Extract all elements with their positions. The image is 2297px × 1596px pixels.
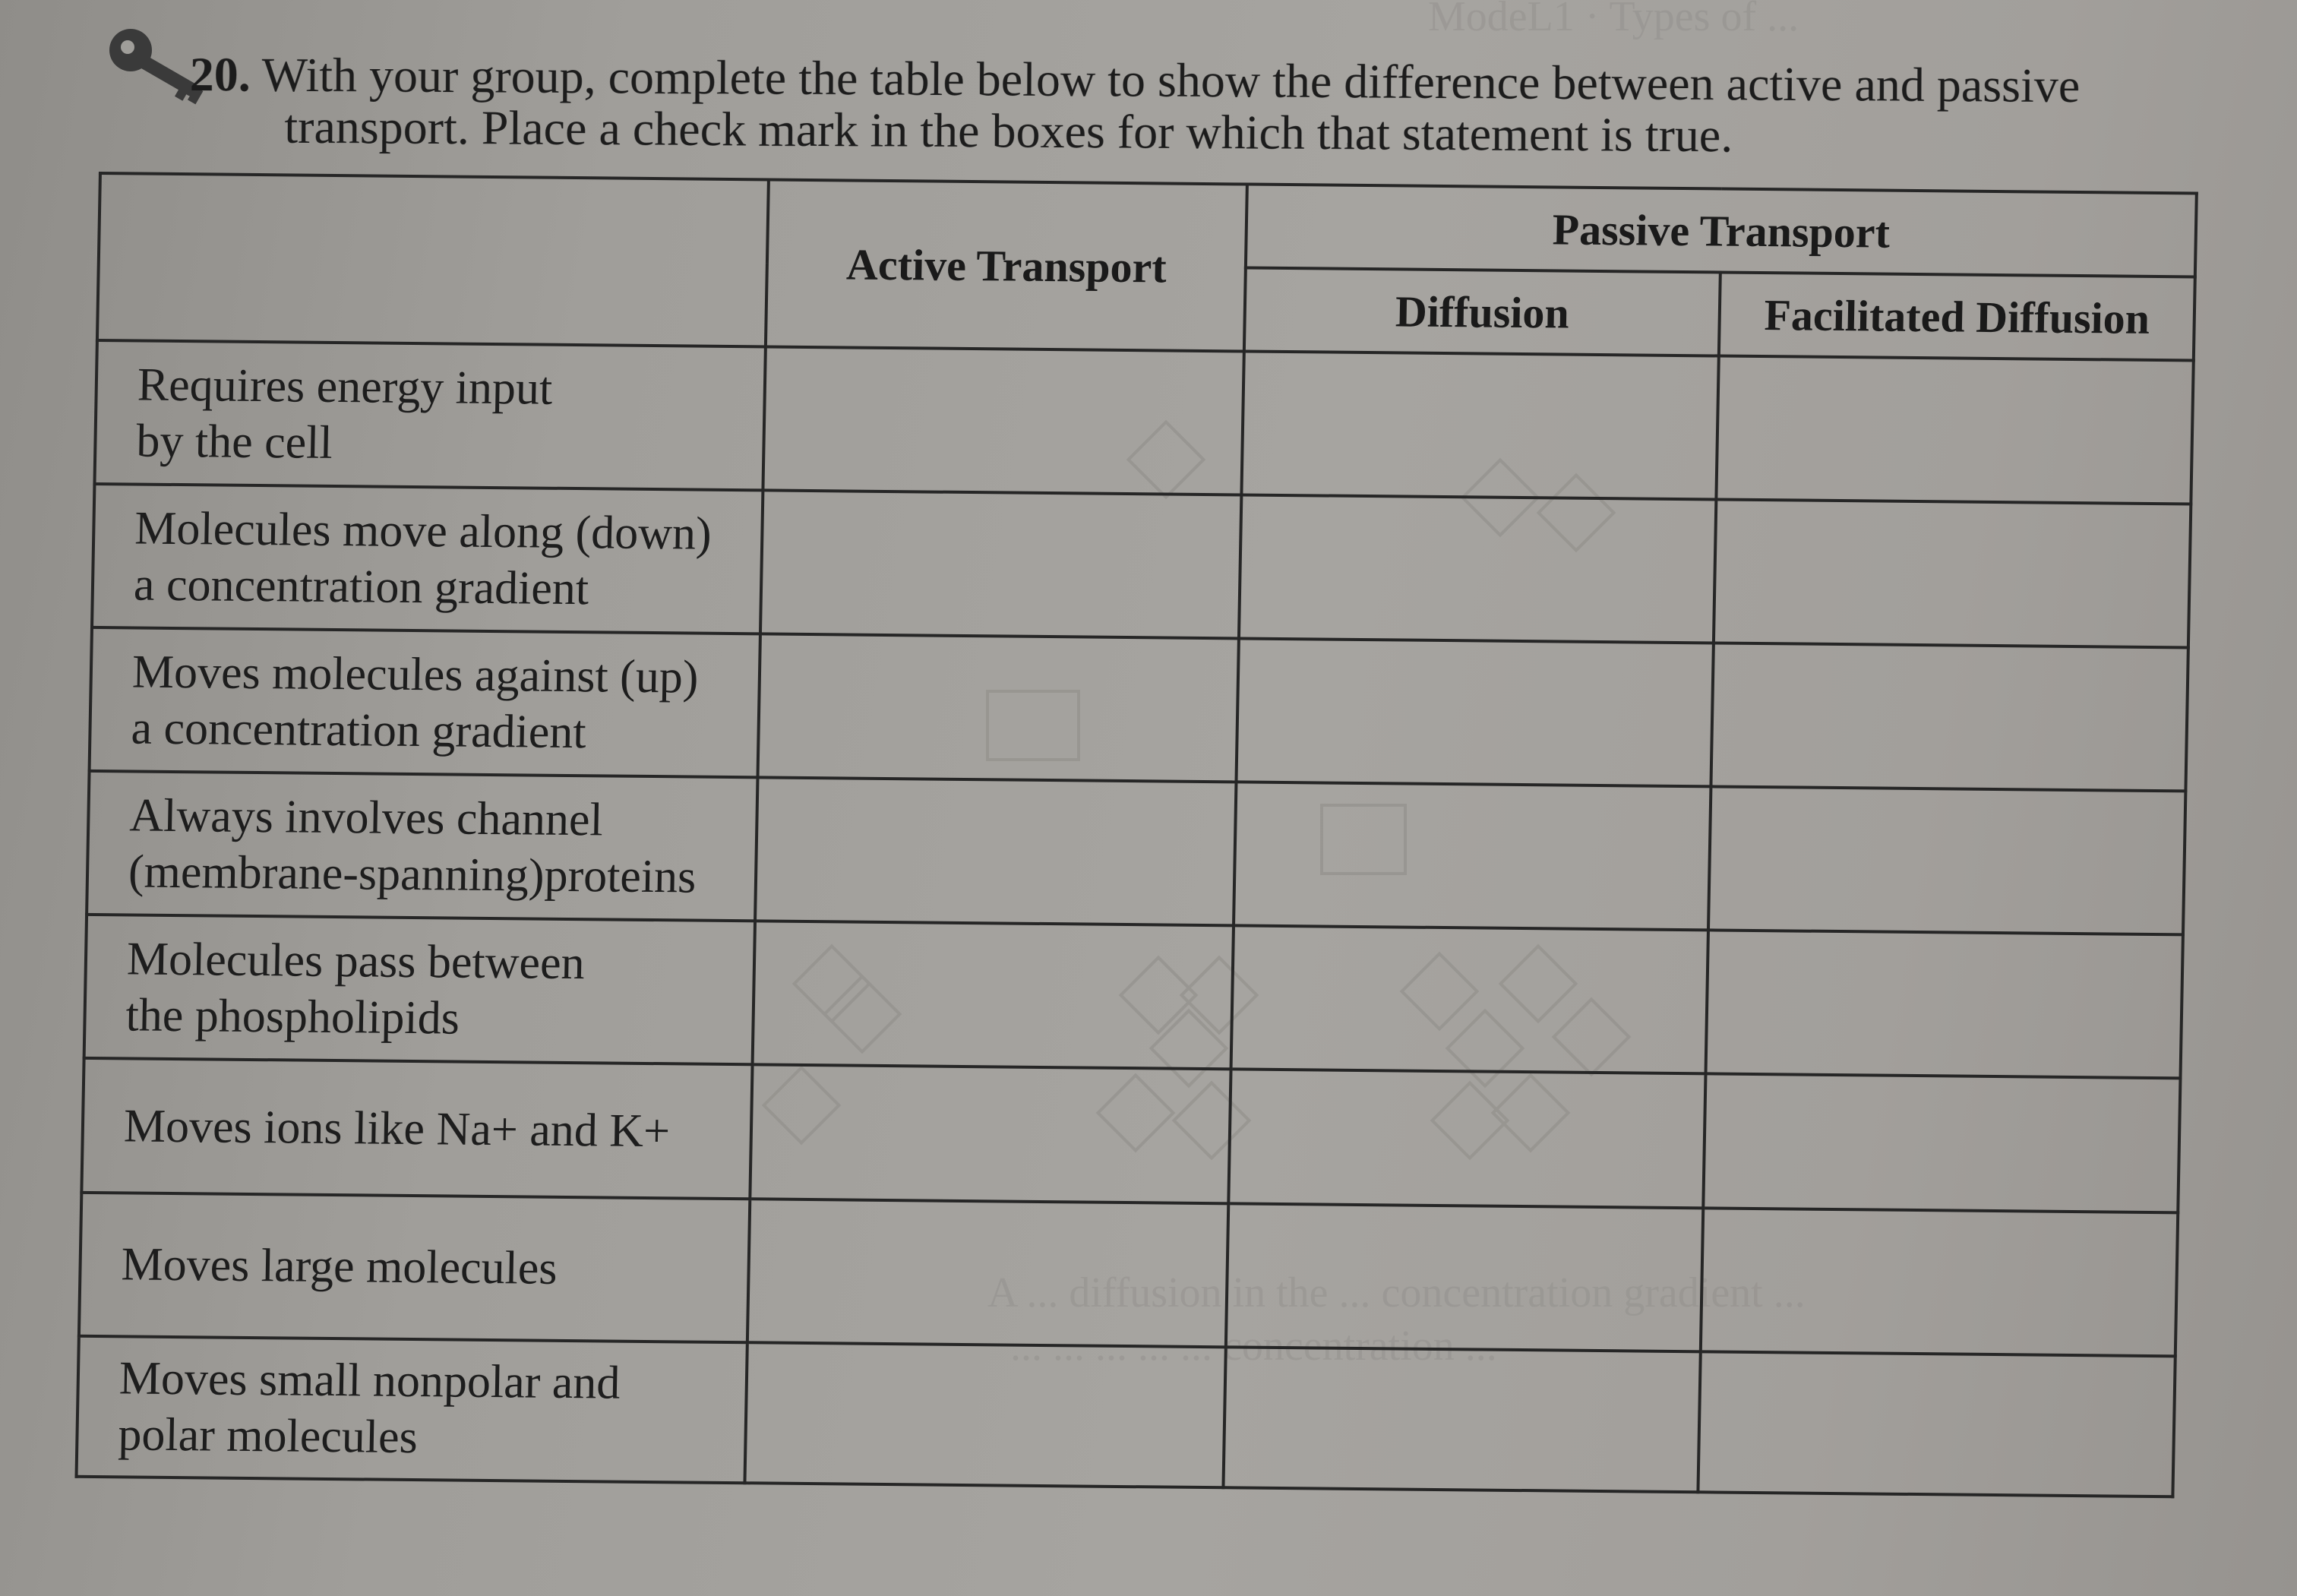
row-label-line2: by the cell [135, 414, 333, 469]
header-facilitated-diffusion: Facilitated Diffusion [1719, 272, 2195, 360]
row-label [92, 484, 763, 634]
row-label-line1: Always involves channel [128, 789, 604, 845]
row-label-line1: Requires energy input [137, 359, 553, 415]
row-label-line1: Molecules move along (down) [134, 501, 712, 560]
check-cell-diffusion[interactable] [1241, 351, 1718, 499]
check-cell-diffusion[interactable] [1234, 782, 1711, 930]
row-label-line1: Molecules pass between [126, 932, 586, 989]
check-cell-facilitated[interactable] [1711, 643, 2188, 791]
check-cell-diffusion[interactable] [1239, 495, 1716, 643]
check-cell-diffusion[interactable] [1226, 1203, 1703, 1351]
row-label [77, 1336, 747, 1483]
check-cell-active[interactable] [750, 1064, 1231, 1203]
check-cell-facilitated[interactable] [1701, 1208, 2178, 1356]
check-cell-diffusion[interactable] [1236, 638, 1713, 786]
check-cell-active[interactable] [744, 1342, 1225, 1487]
table-row [84, 915, 2183, 1078]
row-label [81, 1058, 752, 1199]
check-cell-active[interactable] [753, 921, 1234, 1069]
table-row [87, 771, 2185, 934]
svg-text:... ... ... ... ... concentrat: ... ... ... ... ... concentration ... [1010, 1323, 1497, 1370]
svg-text:A ... diffusion in the ... con: A ... diffusion in the ... concentration gradient ... [987, 1269, 1806, 1316]
row-label-line2: the phospholipids [125, 988, 460, 1045]
table-row [94, 340, 2193, 504]
row-label-line1: Moves ions like Na+ and K+ [123, 1099, 671, 1157]
check-cell-active[interactable] [760, 490, 1241, 638]
question-prompt [189, 47, 2134, 166]
table-row [92, 484, 2191, 647]
comparison-table [74, 172, 2197, 1498]
header-diffusion: Diffusion [1244, 267, 1720, 356]
transport-table [74, 172, 2194, 1498]
check-cell-facilitated[interactable] [1716, 356, 2193, 504]
row-label [94, 340, 765, 490]
row-label [90, 627, 760, 777]
row-label [84, 915, 755, 1064]
check-cell-facilitated[interactable] [1708, 786, 2185, 934]
row-label-line2: a concentration gradient [133, 558, 589, 615]
check-cell-active[interactable] [757, 634, 1238, 782]
check-cell-diffusion[interactable] [1228, 1069, 1705, 1208]
row-label-line2: a concentration gradient [130, 701, 587, 758]
table-row [77, 1336, 2175, 1496]
svg-text:ModeL1 · Types of ...: ModeL1 · Types of ... [1428, 0, 1799, 40]
header-passive-transport: Passive Transport [1246, 185, 2197, 277]
row-label [87, 771, 757, 921]
row-label [79, 1193, 750, 1342]
question-text-line1: With your group, complete the table below to show the difference between active and passive [261, 47, 2081, 113]
check-cell-active[interactable] [763, 346, 1243, 495]
check-cell-facilitated[interactable] [1703, 1073, 2180, 1212]
row-label-line1: Moves large molecules [121, 1238, 558, 1295]
check-cell-active[interactable] [755, 777, 1236, 925]
check-cell-diffusion[interactable] [1231, 925, 1708, 1073]
header-active-transport: Active Transport [766, 179, 1247, 351]
table-row [90, 627, 2188, 791]
row-label-line2: polar molecules [117, 1408, 419, 1464]
corner-header-cell [97, 173, 769, 346]
row-label-line1: Moves molecules against (up) [131, 645, 700, 703]
check-cell-facilitated[interactable] [1714, 499, 2191, 647]
question-text-line2: transport. Place a check mark in the boxes for which that statement is true. [284, 99, 1733, 163]
check-cell-active[interactable] [747, 1199, 1228, 1347]
check-cell-facilitated[interactable] [1698, 1351, 2175, 1496]
check-cell-diffusion[interactable] [1223, 1347, 1700, 1492]
row-label-line1: Moves small nonpolar and [118, 1352, 621, 1410]
table-row [79, 1193, 2178, 1356]
question-number: 20. [189, 47, 251, 102]
row-label-line2: (membrane-spanning)proteins [128, 845, 697, 903]
check-cell-facilitated[interactable] [1706, 930, 2183, 1078]
table-row [81, 1058, 2180, 1212]
